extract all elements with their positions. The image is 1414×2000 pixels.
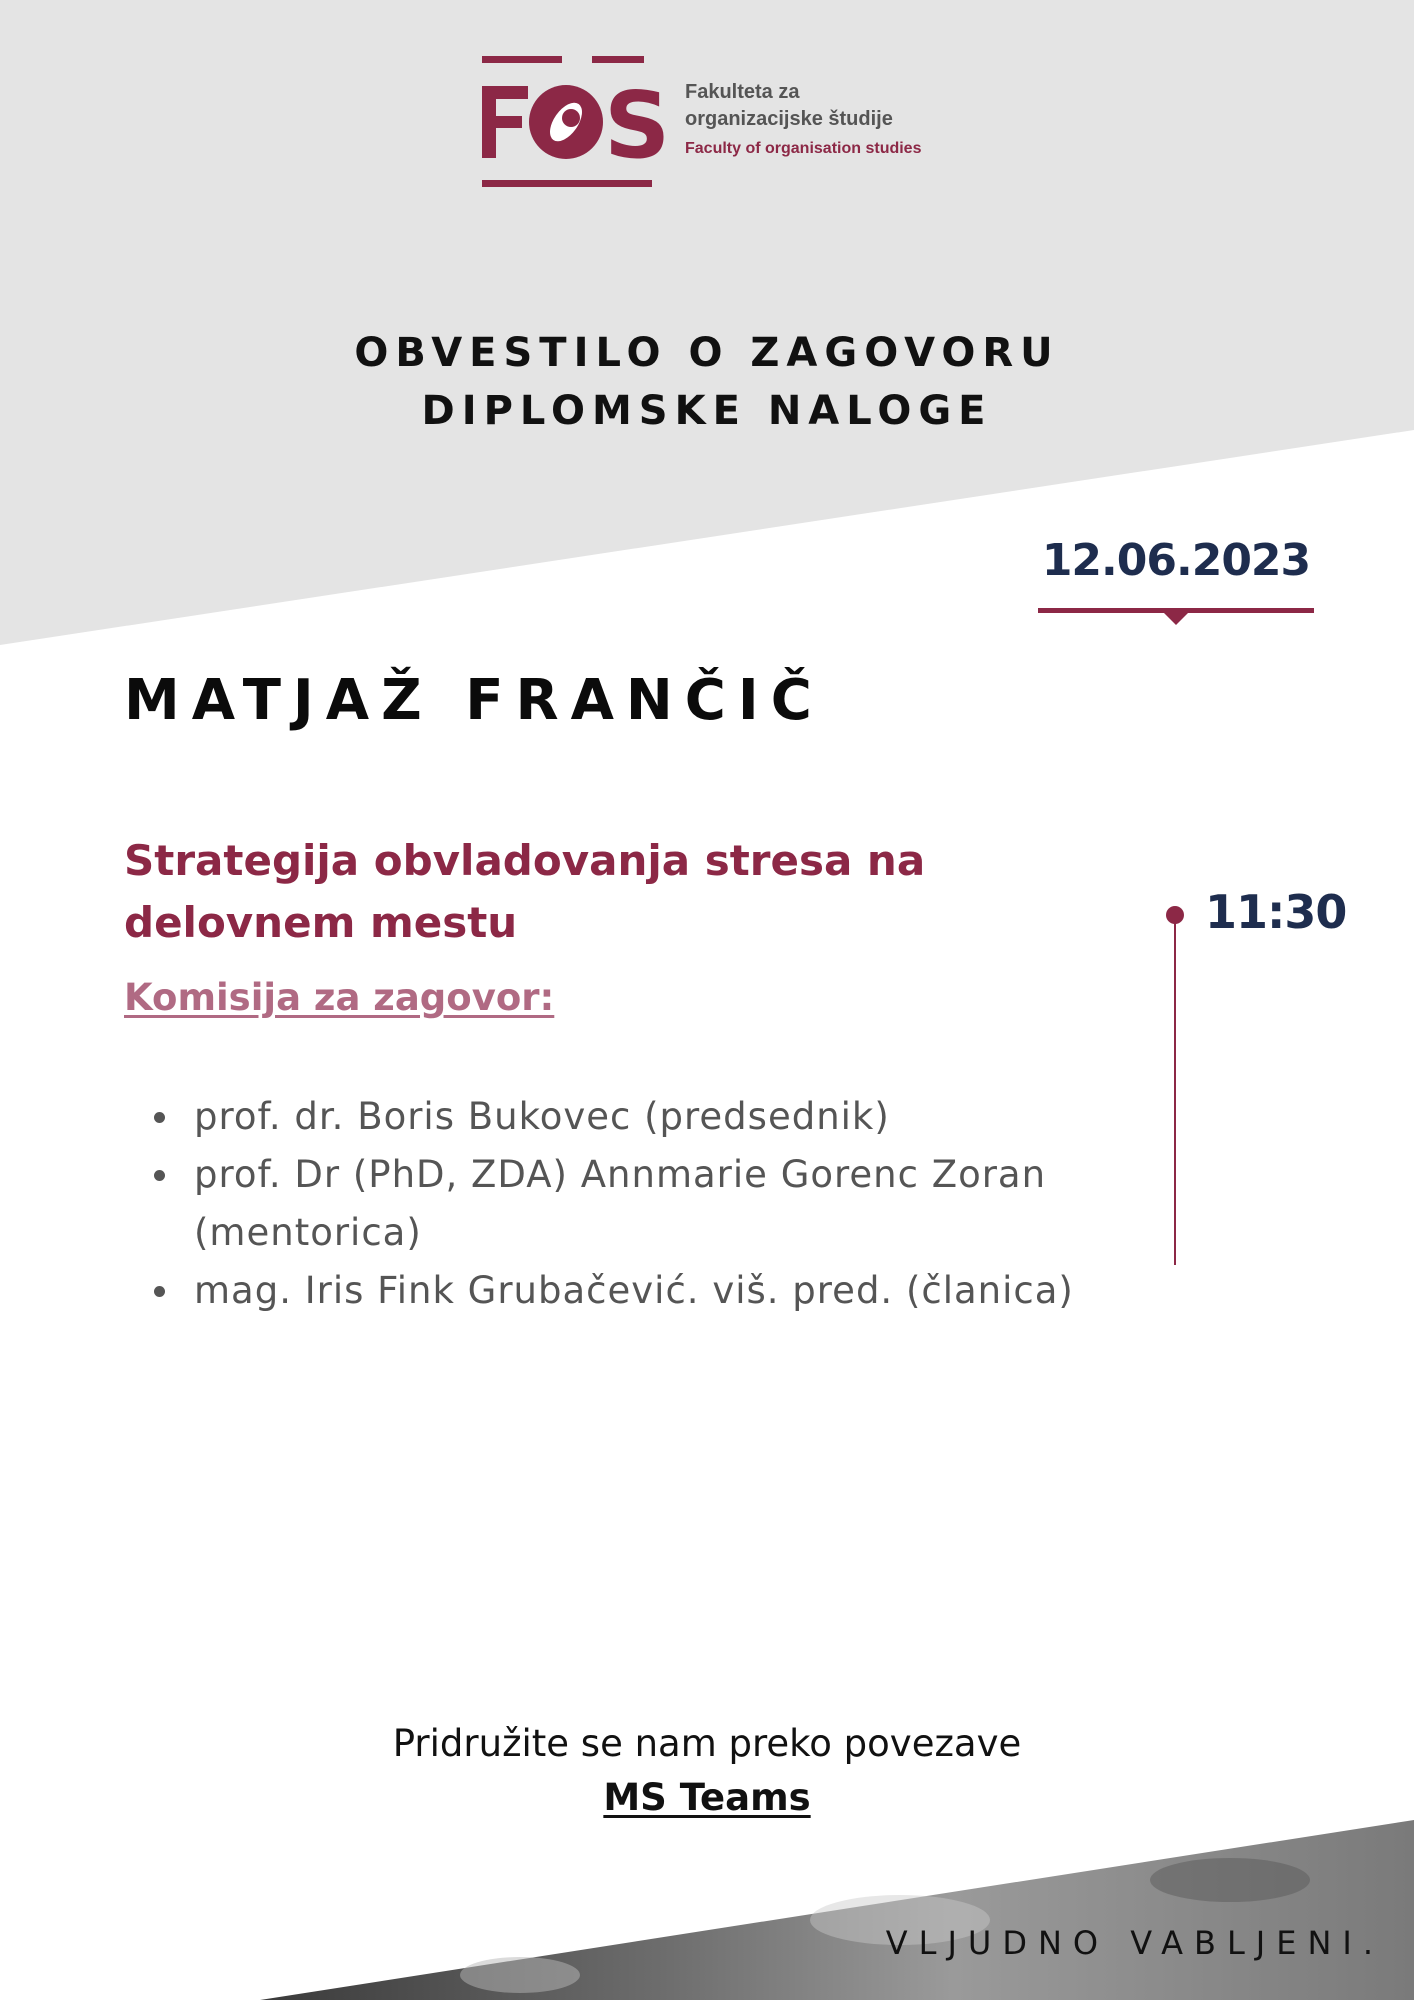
date-underline	[1038, 608, 1314, 628]
committee-member: prof. Dr (PhD, ZDA) Annmarie Gorenc Zoran (mentorica)	[194, 1146, 1074, 1262]
faculty-logo	[480, 54, 940, 194]
committee-list	[124, 1088, 1194, 1320]
footer-background	[0, 1800, 1414, 2000]
defense-time: 11:30	[1205, 885, 1347, 939]
logo-text-line1: Fakulteta za	[685, 81, 800, 103]
headline-line1: OBVESTILO O ZAGOVORU	[354, 330, 1060, 376]
committee-member: prof. dr. Boris Bukovec (predsednik)	[194, 1088, 1074, 1146]
committee-member: mag. Iris Fink Grubačević. viš. pred. (članica)	[194, 1262, 1074, 1320]
fos-logo-mark	[480, 54, 671, 190]
ms-teams-link-row	[0, 1776, 1414, 1819]
defense-date: 12.06.2023	[1041, 535, 1311, 586]
thesis-title: Strategija obvladovanja stresa na delovnem mestu	[124, 836, 926, 947]
closing-text: VLJUDNO VABLJENI.	[885, 1924, 1384, 1962]
headline-line2: DIPLOMSKE NALOGE	[421, 388, 993, 434]
logo-text-line3: Faculty of organisation studies	[685, 140, 922, 157]
candidate-name: MATJAŽ FRANČIČ	[124, 668, 824, 733]
timeline-marker	[1162, 900, 1192, 1270]
logo-text-line2: organizacijske študije	[685, 108, 893, 130]
svg-text:S: S	[604, 72, 671, 179]
committee-heading: Komisija za zagovor:	[124, 976, 555, 1019]
ms-teams-link[interactable]: MS Teams	[603, 1776, 811, 1819]
join-text: Pridružite se nam preko povezave	[392, 1722, 1022, 1765]
